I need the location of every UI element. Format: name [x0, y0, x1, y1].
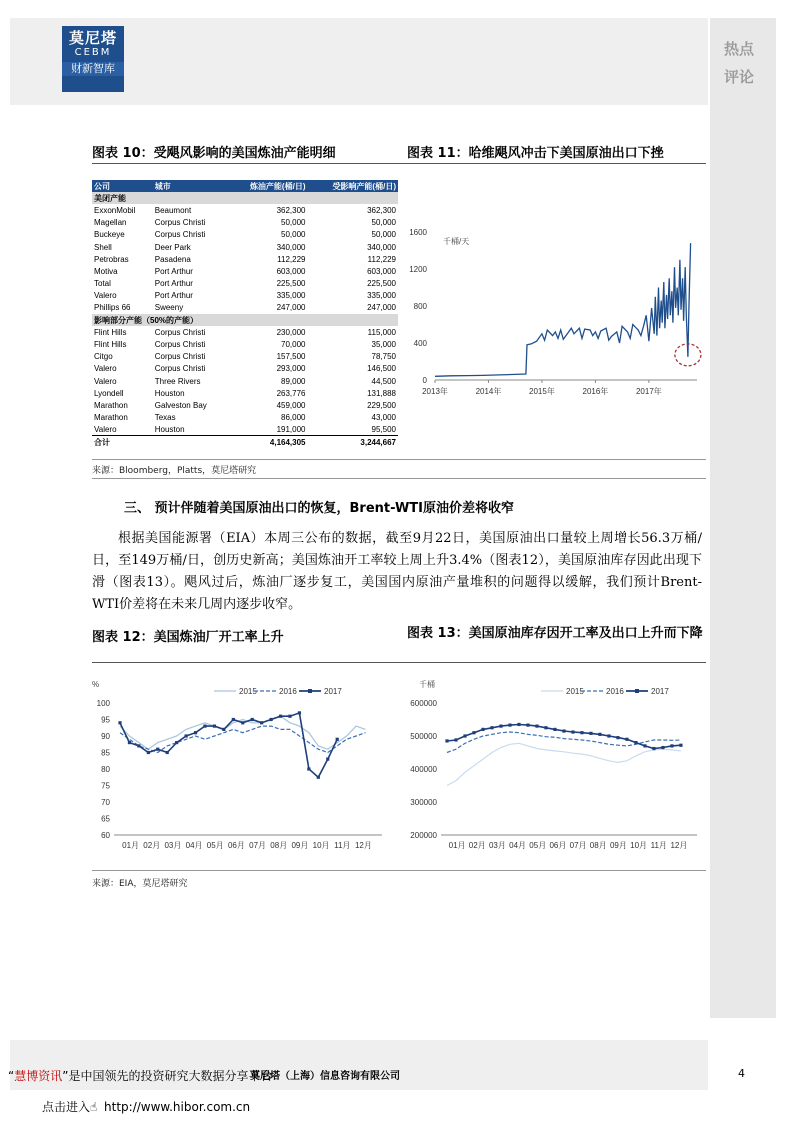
table-cell: Valero [94, 425, 117, 435]
y-tick-label: 85 [101, 748, 110, 758]
table-cell: 4,164,305 [228, 436, 308, 448]
x-tick-label: 04月 [509, 841, 527, 850]
data-point-2017 [643, 744, 646, 747]
table-row [92, 217, 398, 229]
x-tick-label: 05月 [206, 841, 224, 850]
data-point-2017 [616, 736, 619, 739]
y-axis-unit-label: % [92, 680, 100, 689]
table-row [92, 302, 398, 314]
x-tick-label: 2016年 [582, 387, 609, 396]
table-cell: Citgo [94, 352, 113, 362]
table-cell: 131,888 [367, 388, 396, 398]
table-row [92, 326, 398, 338]
table-cell: Three Rivers [154, 376, 201, 386]
table-section-row [92, 314, 398, 326]
table-cell: 炼油产能(桶/日) [228, 180, 308, 192]
chart12-refinery-utilization [90, 675, 390, 860]
table-cell: 115,000 [367, 327, 396, 337]
y-tick-label: 90 [101, 732, 110, 741]
x-tick-label: 12月 [670, 841, 688, 850]
x-tick-label: 01月 [448, 841, 466, 850]
table-cell: 城市 [153, 180, 228, 192]
data-point-2017 [571, 730, 574, 733]
data-point-2017 [269, 718, 272, 721]
open-quote: “ [8, 1069, 15, 1083]
data-point-2017 [260, 721, 263, 724]
table-cell: 95,500 [371, 425, 396, 435]
legend-marker-2017 [635, 689, 639, 693]
y-tick-label: 65 [101, 814, 110, 824]
data-point-2017 [166, 751, 169, 754]
table-row [92, 241, 398, 253]
table-cell: Corpus Christi [154, 364, 206, 374]
data-point-2017 [307, 767, 310, 770]
table-cell: 3,244,667 [308, 436, 399, 448]
footer-link-prefix: 点击进入 [42, 1100, 91, 1114]
x-tick-label: 12月 [354, 841, 372, 850]
table-row [92, 290, 398, 302]
table-cell: Buckeye [94, 230, 125, 240]
footer-slogan [8, 1067, 272, 1084]
table-cell: Texas [154, 413, 176, 423]
table-cell: Corpus Christi [154, 340, 206, 350]
table-cell: Flint Hills [94, 327, 127, 337]
table-cell: Houston [154, 425, 185, 435]
series-line-exports [435, 243, 691, 376]
table-cell: 受影响产能(桶/日) [308, 180, 399, 192]
table-cell: 225,500 [276, 279, 306, 289]
cebm-logo [62, 26, 124, 92]
y-tick-label: 400 [413, 339, 427, 348]
table-cell: ExxonMobil [94, 205, 136, 215]
table-cell: Galveston Bay [154, 400, 207, 410]
table-cell: Lyondell [94, 388, 124, 398]
table-row [92, 278, 398, 290]
table-cell: Valero [94, 376, 117, 386]
data-point-2017 [625, 738, 628, 741]
logo-subtitle: 财新智库 [62, 62, 124, 76]
legend-label-2016: 2016 [606, 687, 624, 696]
table-cell: 43,000 [371, 413, 396, 423]
table-cell: Corpus Christi [154, 327, 206, 337]
table-cell: Corpus Christi [154, 218, 206, 228]
table-cell: Magellan [94, 218, 127, 228]
table-row [92, 412, 398, 424]
legend-label-2017: 2017 [651, 687, 669, 696]
data-point-2017 [607, 734, 610, 737]
table-cell: 230,000 [276, 327, 306, 337]
table-cell: 86,000 [281, 413, 306, 423]
table-cell: 247,000 [276, 303, 306, 313]
table-cell: Port Arthur [154, 266, 193, 276]
data-point-2017 [481, 728, 484, 731]
x-tick-label: 01月 [122, 841, 140, 850]
chart13-crude-inventory [405, 675, 705, 860]
y-tick-label: 1200 [409, 265, 427, 274]
table-cell: 157,500 [276, 352, 306, 362]
table-cell: 公司 [92, 180, 153, 192]
footer-link-url[interactable]: http://www.hibor.com.cn [104, 1100, 251, 1114]
table-cell: 603,000 [367, 266, 396, 276]
source-note-2: 来源：EIA，莫尼塔研究 [92, 879, 188, 889]
table-row [92, 387, 398, 399]
table-cell: Port Arthur [154, 291, 193, 301]
x-tick-label: 10月 [630, 841, 648, 850]
y-axis-unit-label: 千桶 [419, 680, 435, 689]
source-rule-bottom [92, 478, 706, 479]
data-point-2017 [553, 728, 556, 731]
table-cell: 合计 [92, 436, 153, 448]
x-tick-label: 11月 [334, 841, 351, 850]
legend-label-2017: 2017 [324, 687, 342, 696]
data-point-2017 [508, 724, 511, 727]
data-point-2017 [118, 721, 121, 724]
data-point-2017 [241, 721, 244, 724]
x-tick-label: 02月 [468, 841, 486, 850]
x-tick-label: 02月 [143, 841, 161, 850]
x-tick-label: 06月 [549, 841, 567, 850]
data-point-2017 [535, 725, 538, 728]
capacity-table [92, 180, 398, 448]
legend-label-2016: 2016 [279, 687, 297, 696]
data-point-2017 [589, 732, 592, 735]
table-cell: Marathon [94, 413, 128, 423]
x-tick-label: 2014年 [475, 387, 502, 396]
logo-chinese-name: 莫尼塔 [68, 29, 117, 47]
title-rule-2 [92, 662, 706, 663]
table-cell: 146,500 [367, 364, 396, 374]
series-line-2016 [447, 732, 681, 753]
legend-marker-2017 [308, 689, 312, 693]
data-point-2017 [499, 725, 502, 728]
table-cell: 70,000 [281, 340, 306, 350]
table-cell: 44,500 [371, 376, 396, 386]
data-point-2017 [137, 744, 140, 747]
table-cell: Flint Hills [94, 340, 127, 350]
table-cell: 112,229 [367, 254, 396, 264]
data-point-2017 [472, 731, 475, 734]
data-point-2017 [288, 715, 291, 718]
table-cell: 112,229 [277, 254, 306, 264]
table-cell: 229,500 [367, 400, 396, 410]
x-tick-label: 2013年 [422, 387, 448, 396]
source-note-1: 来源：Bloomberg，Platts，莫尼塔研究 [92, 466, 257, 476]
table-cell: 35,000 [371, 340, 396, 350]
legend-label-2015: 2015 [239, 687, 257, 696]
table-cell: Phillips 66 [94, 303, 131, 313]
data-point-2017 [544, 726, 547, 729]
table-row [92, 363, 398, 375]
table-cell: 50,000 [281, 218, 306, 228]
table-cell: Corpus Christi [154, 230, 206, 240]
data-point-2017 [147, 751, 150, 754]
data-point-2017 [194, 731, 197, 734]
x-tick-label: 09月 [609, 841, 627, 850]
x-tick-label: 11月 [650, 841, 667, 850]
data-point-2017 [251, 718, 254, 721]
table-cell: Shell [94, 242, 112, 252]
table-cell: Deer Park [154, 242, 191, 252]
table-total-row [92, 436, 398, 448]
x-tick-label: 05月 [529, 841, 547, 850]
table-cell: 362,300 [276, 205, 306, 215]
x-tick-label: 04月 [185, 841, 203, 850]
y-tick-label: 80 [101, 765, 110, 774]
y-tick-label: 60 [101, 831, 110, 840]
close-quote: ” [62, 1069, 69, 1083]
data-point-2017 [298, 711, 301, 714]
table-row [92, 351, 398, 363]
legend-label-2015: 2015 [566, 687, 584, 696]
y-tick-label: 70 [101, 798, 110, 807]
x-tick-label: 2017年 [635, 387, 662, 396]
x-tick-label: 07月 [249, 841, 267, 850]
data-point-2017 [185, 734, 188, 737]
table-cell: 603,000 [276, 266, 306, 276]
footer-link[interactable] [42, 1098, 250, 1115]
table-cell: Houston [154, 388, 185, 398]
data-point-2017 [526, 724, 529, 727]
chart11-exports-line [405, 220, 705, 400]
series-line-2017 [120, 713, 337, 777]
table-cell: 459,000 [276, 400, 306, 410]
table-header-row [92, 180, 398, 192]
table-cell: Beaumont [154, 205, 192, 215]
data-point-2017 [598, 733, 601, 736]
data-point-2017 [661, 746, 664, 749]
x-tick-label: 08月 [270, 841, 288, 850]
y-tick-label: 800 [413, 302, 427, 311]
section-heading: 三、 预计伴随着美国原油出口的恢复，Brent-WTI原油价差将收窄 [124, 501, 514, 516]
source-rule-top [92, 459, 706, 460]
footer-company: 莫尼塔（上海）信息咨询有限公司 [250, 1071, 400, 1082]
table-cell: Petrobras [94, 254, 129, 264]
data-point-2017 [454, 738, 457, 741]
side-label-review: 评论 [724, 68, 755, 86]
data-point-2017 [562, 729, 565, 732]
y-tick-label: 0 [422, 376, 427, 385]
table-row [92, 399, 398, 411]
data-point-2017 [679, 744, 682, 747]
table-row [92, 375, 398, 387]
y-tick-label: 400000 [410, 765, 437, 774]
data-point-2017 [128, 741, 131, 744]
chart13-title: 图表 13：美国原油库存因开工率及出口上升而下降 [407, 626, 703, 641]
y-tick-label: 1600 [409, 228, 427, 237]
data-point-2017 [517, 723, 520, 726]
source-rule-top-2 [92, 870, 706, 871]
chart12-title: 图表 12：美国炼油厂开工率上升 [92, 630, 284, 645]
x-tick-label: 07月 [569, 841, 587, 850]
table-cell: 263,776 [276, 388, 306, 398]
hand-pointer-icon: ☝ [90, 1100, 98, 1114]
data-point-2017 [213, 725, 216, 728]
table-cell: Valero [94, 364, 117, 374]
table-cell: 335,000 [367, 291, 396, 301]
table-section-row [92, 192, 398, 204]
y-axis-unit-label: 千桶/天 [443, 237, 470, 246]
data-point-2017 [156, 748, 159, 751]
data-point-2017 [463, 734, 466, 737]
x-tick-label: 10月 [312, 841, 330, 850]
side-label-hot: 热点 [724, 40, 755, 58]
data-point-2017 [490, 726, 493, 729]
data-point-2017 [222, 728, 225, 731]
table-cell: 78,750 [371, 352, 396, 362]
table-cell: Marathon [94, 400, 128, 410]
x-tick-label: 03月 [164, 841, 182, 850]
table-cell: 362,300 [367, 205, 396, 215]
table-row [92, 424, 398, 436]
table-cell: Total [94, 279, 111, 289]
title-rule [92, 163, 706, 164]
x-tick-label: 09月 [291, 841, 309, 850]
section-paragraph: 根据美国能源署（EIA）本周三公布的数据，截至9月22日，美国原油出口量较上周增长56.3万桶/日，至149万桶/日，创历史新高；美国炼油开工率较上周上升3.4%（图表12），美国原油库存因此出现下滑（图表13）。飓风过后，炼油厂逐步复工，美国国内原油产量堆积的问题得以缓解，我们预计Brent-WTI价差将在未来几周内逐步收窄。 [92, 531, 702, 612]
table-cell: Pasadena [154, 254, 191, 264]
data-point-2017 [175, 741, 178, 744]
table-cell: 191,000 [276, 425, 306, 435]
table-row [92, 204, 398, 216]
table-cell: 247,000 [367, 303, 396, 313]
table-cell: Corpus Christi [154, 352, 206, 362]
x-tick-label: 2015年 [529, 387, 555, 396]
table-section-label: 影响部分产能（50%的产能） [92, 314, 398, 326]
table-row [92, 229, 398, 241]
table-row [92, 253, 398, 265]
logo-english-name: CEBM [74, 47, 112, 58]
data-point-2017 [580, 731, 583, 734]
table-row [92, 265, 398, 277]
table-cell: 50,000 [281, 230, 306, 240]
data-point-2017 [652, 747, 655, 750]
y-tick-label: 200000 [410, 831, 437, 840]
table-cell: 50,000 [371, 230, 396, 240]
side-panel [710, 18, 776, 1018]
table-cell [153, 436, 228, 448]
data-point-2017 [203, 725, 206, 728]
y-tick-label: 600000 [410, 699, 437, 708]
table-cell: 50,000 [371, 218, 396, 228]
data-point-2017 [670, 744, 673, 747]
table-cell: 335,000 [276, 291, 306, 301]
table-cell: Valero [94, 291, 117, 301]
table-cell: 340,000 [276, 242, 306, 252]
y-tick-label: 500000 [410, 732, 437, 741]
chart10-title: 图表 10：受飓风影响的美国炼油产能明细 [92, 146, 336, 161]
data-point-2017 [232, 718, 235, 721]
table-cell: 89,000 [281, 376, 306, 386]
y-tick-label: 75 [101, 781, 110, 791]
x-tick-label: 06月 [227, 841, 245, 850]
page-number: 4 [738, 1067, 745, 1080]
x-tick-label: 08月 [589, 841, 607, 850]
table-cell: Motiva [94, 266, 118, 276]
table-cell: 293,000 [276, 364, 306, 374]
table-cell: 340,000 [367, 242, 396, 252]
chart11-title: 图表 11：哈维飓风冲击下美国原油出口下挫 [407, 146, 664, 161]
series-line-2015 [447, 743, 681, 785]
data-point-2017 [634, 741, 637, 744]
footer-slogan-text: 是中国领先的投资研究大数据分享平台 [68, 1069, 273, 1083]
y-tick-label: 300000 [410, 798, 437, 807]
table-cell: 225,500 [367, 279, 396, 289]
footer-brand: 慧博资讯 [14, 1069, 63, 1083]
data-point-2017 [326, 758, 329, 761]
y-tick-label: 100 [96, 699, 110, 708]
data-point-2017 [279, 715, 282, 718]
data-point-2017 [317, 776, 320, 779]
x-tick-label: 03月 [488, 841, 506, 850]
data-point-2017 [445, 739, 448, 742]
table-row [92, 338, 398, 350]
table-cell: Sweeny [154, 303, 184, 313]
table-cell: Port Arthur [154, 279, 193, 289]
y-tick-label: 95 [101, 715, 110, 725]
data-point-2017 [336, 738, 339, 741]
table-section-label: 美闭产能 [92, 192, 398, 204]
